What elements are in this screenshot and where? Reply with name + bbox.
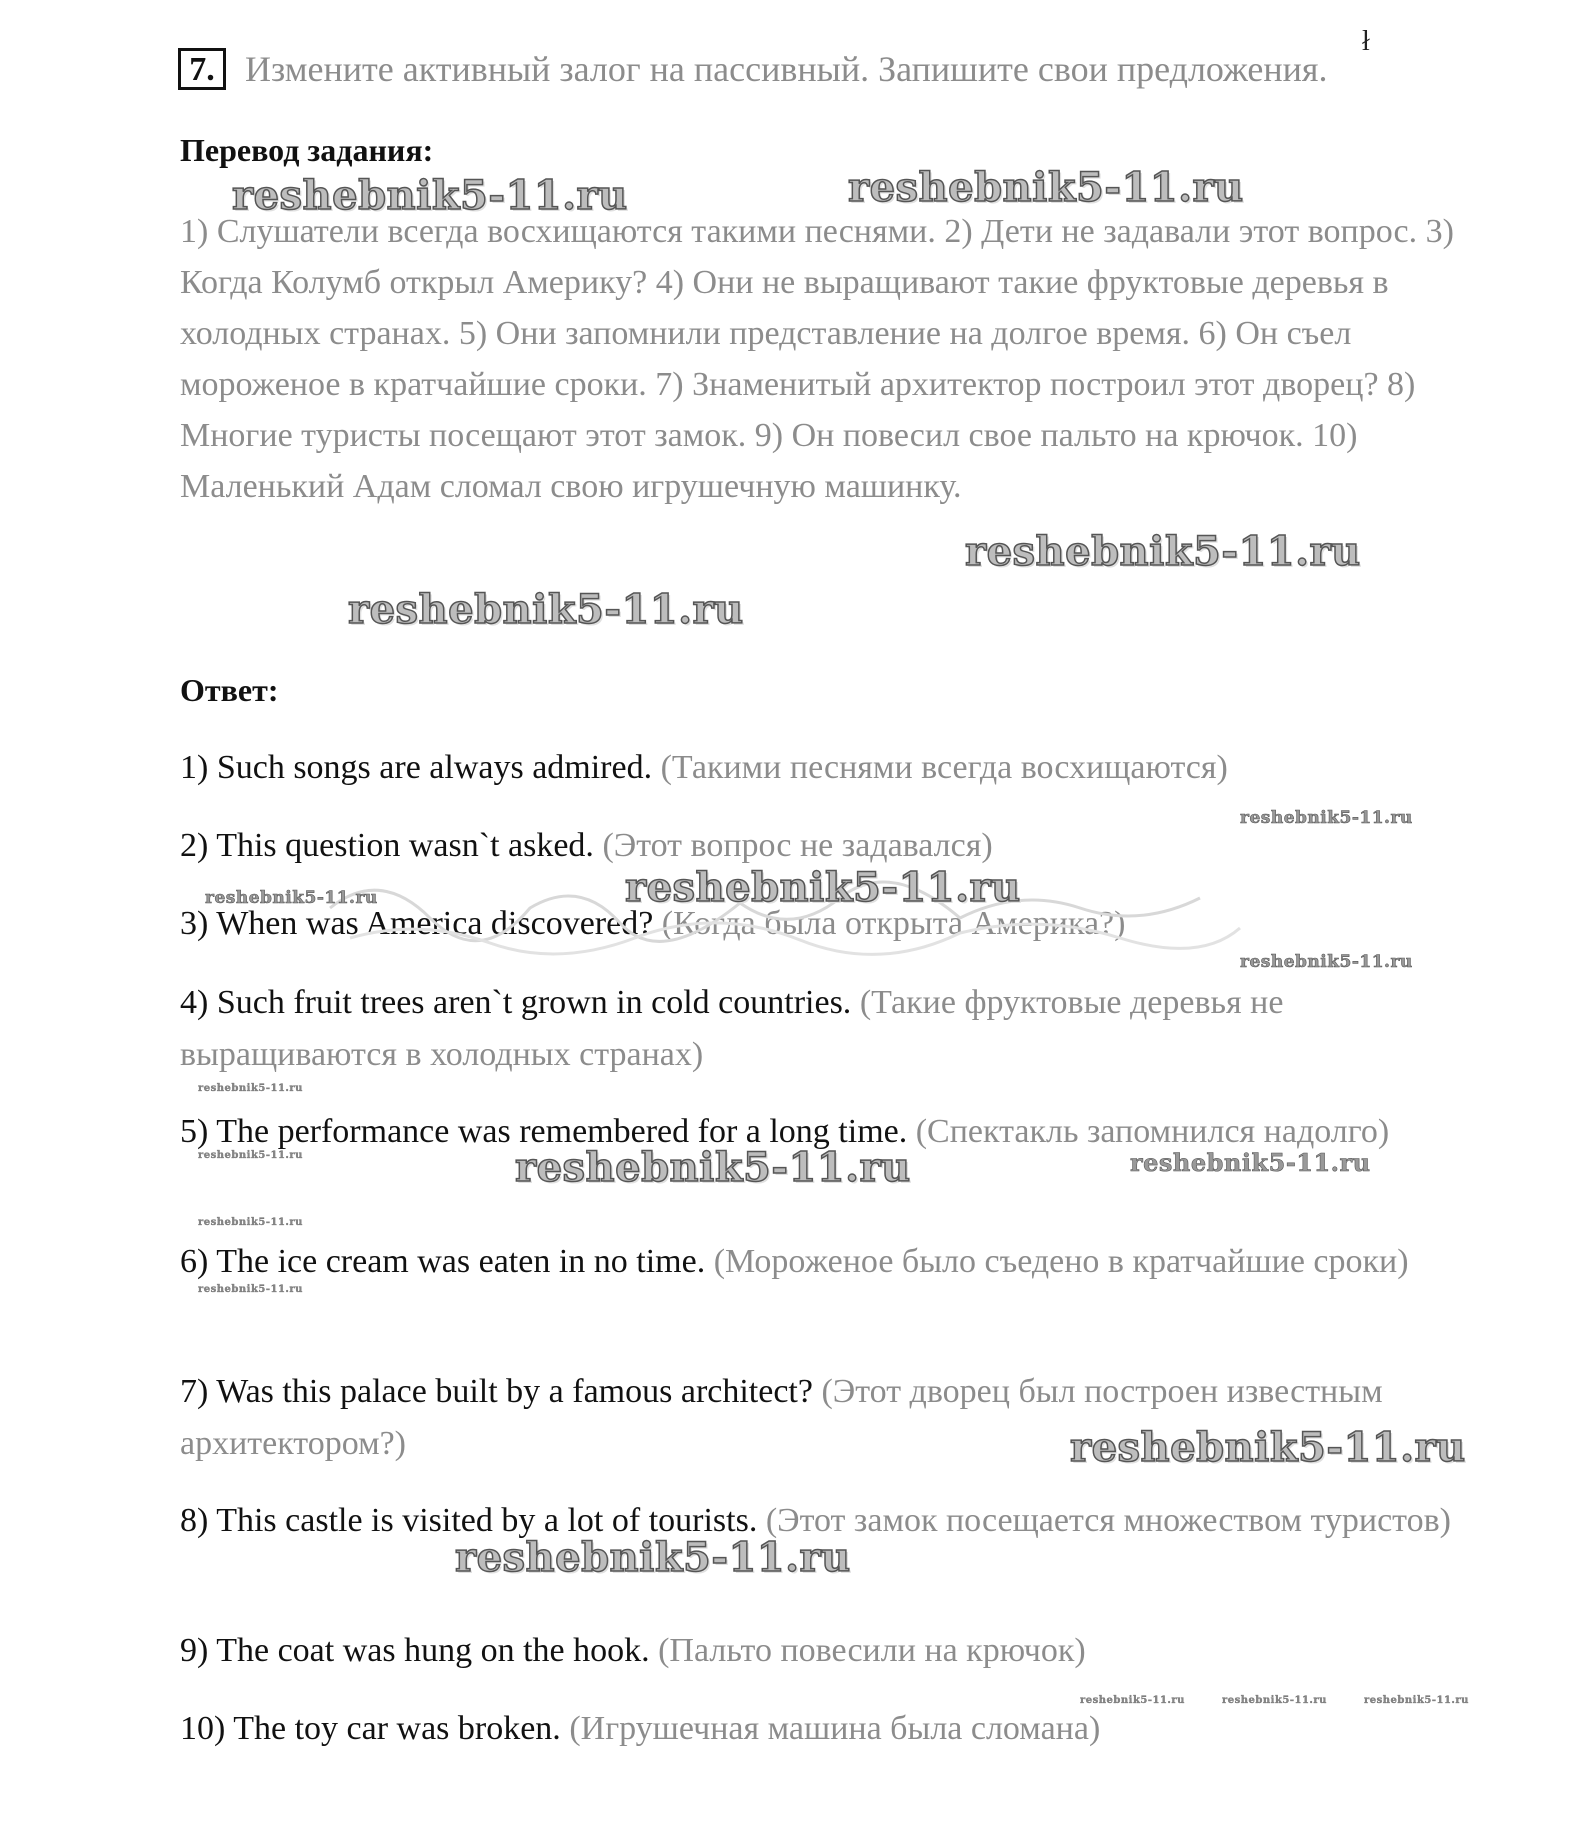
answer-russian: (Такими песнями всегда восхищаются)	[660, 749, 1228, 786]
answer-english: 9) The coat was hung on the hook.	[180, 1632, 650, 1669]
watermark: reshebnik5-11.ru	[965, 528, 1361, 575]
watermark: reshebnik5-11.ru	[198, 1284, 303, 1295]
watermark: reshebnik5-11.ru	[198, 1217, 303, 1228]
task-title: Измените активный залог на пассивный. Запишите свои предложения.	[245, 49, 1328, 89]
answer-russian: (Спектакль запомнился надолго)	[915, 1113, 1390, 1150]
translation-text: 1) Слушатели всегда восхищаются такими песнями. 2) Дети не задавали этот вопрос. 3) Когда Колумб открыл Америку? 4) Они не выращивают такие фруктовые деревья в холодных странах. 5) Они запомнили представление на долгое время. 6) Он съел мороженое в кратчайшие сроки. 7) Знаменитый архитектор построил этот дворец? 8) Многие туристы посещают этот замок. 9) Он повесил свое пальто на крючок. 10) Маленький Адам сломал свою игрушечную машинку.	[180, 213, 1454, 505]
watermark: reshebnik5-11.ru	[1080, 1695, 1185, 1706]
answer-english: 1) Such songs are always admired.	[180, 749, 653, 786]
answer-heading: Ответ:	[180, 672, 279, 708]
corner-mark: ł	[1362, 26, 1370, 57]
answer-english: 6) The ice cream was eaten in no time.	[180, 1243, 706, 1280]
watermark: reshebnik5-11.ru	[625, 864, 1021, 911]
watermark: reshebnik5-11.ru	[515, 1144, 911, 1191]
answer-english: 2) This question wasn`t asked.	[180, 827, 594, 864]
answer-russian: (Игрушечная машина была сломана)	[569, 1710, 1101, 1747]
answer-english: 3) When was America discovered?	[180, 905, 654, 942]
watermark: reshebnik5-11.ru	[1130, 1148, 1371, 1177]
answer-english: 7) Was this palace built by a famous architect?	[180, 1373, 813, 1410]
answer-russian: (Пальто повесили на крючок)	[658, 1632, 1086, 1669]
watermark: reshebnik5-11.ru	[1222, 1695, 1327, 1706]
answer-item	[180, 1625, 1480, 1677]
watermark: reshebnik5-11.ru	[198, 1083, 303, 1094]
watermark: reshebnik5-11.ru	[198, 1150, 303, 1161]
watermark: reshebnik5-11.ru	[1070, 1424, 1466, 1471]
answer-item	[180, 1236, 1480, 1288]
watermark: reshebnik5-11.ru	[1240, 808, 1413, 828]
answer-russian: (Этот вопрос не задавался)	[602, 827, 993, 864]
answer-russian: (Такие фруктовые деревья не выращиваются в холодных странах)	[180, 984, 1284, 1073]
watermark: reshebnik5-11.ru	[455, 1534, 851, 1581]
answer-russian: (Когда была открыта Америка?)	[661, 905, 1126, 942]
answer-english: 4) Such fruit trees aren`t grown in cold countries.	[180, 984, 852, 1021]
watermark: reshebnik5-11.ru	[848, 164, 1244, 211]
answer-english: 5) The performance was remembered for a long time.	[180, 1113, 908, 1150]
translation-heading: Перевод задания:	[180, 132, 434, 168]
watermark: reshebnik5-11.ru	[348, 586, 744, 633]
watermark: reshebnik5-11.ru	[1240, 952, 1413, 972]
answer-english: 8) This castle is visited by a lot of tourists.	[180, 1502, 758, 1539]
answer-item	[180, 742, 1480, 794]
watermark: reshebnik5-11.ru	[232, 172, 628, 219]
watermark: reshebnik5-11.ru	[205, 888, 378, 908]
answer-russian: (Мороженое было съедено в кратчайшие сроки)	[713, 1243, 1409, 1280]
answer-english: 10) The toy car was broken.	[180, 1710, 561, 1747]
watermark: reshebnik5-11.ru	[1364, 1695, 1469, 1706]
answer-item	[180, 1703, 1480, 1755]
answer-russian: (Этот замок посещается множеством туристов)	[765, 1502, 1451, 1539]
answer-russian: (Этот дворец был построен известным архитектором?)	[180, 1373, 1383, 1462]
answer-item	[180, 977, 1480, 1081]
task-number-box: 7.	[178, 48, 226, 90]
